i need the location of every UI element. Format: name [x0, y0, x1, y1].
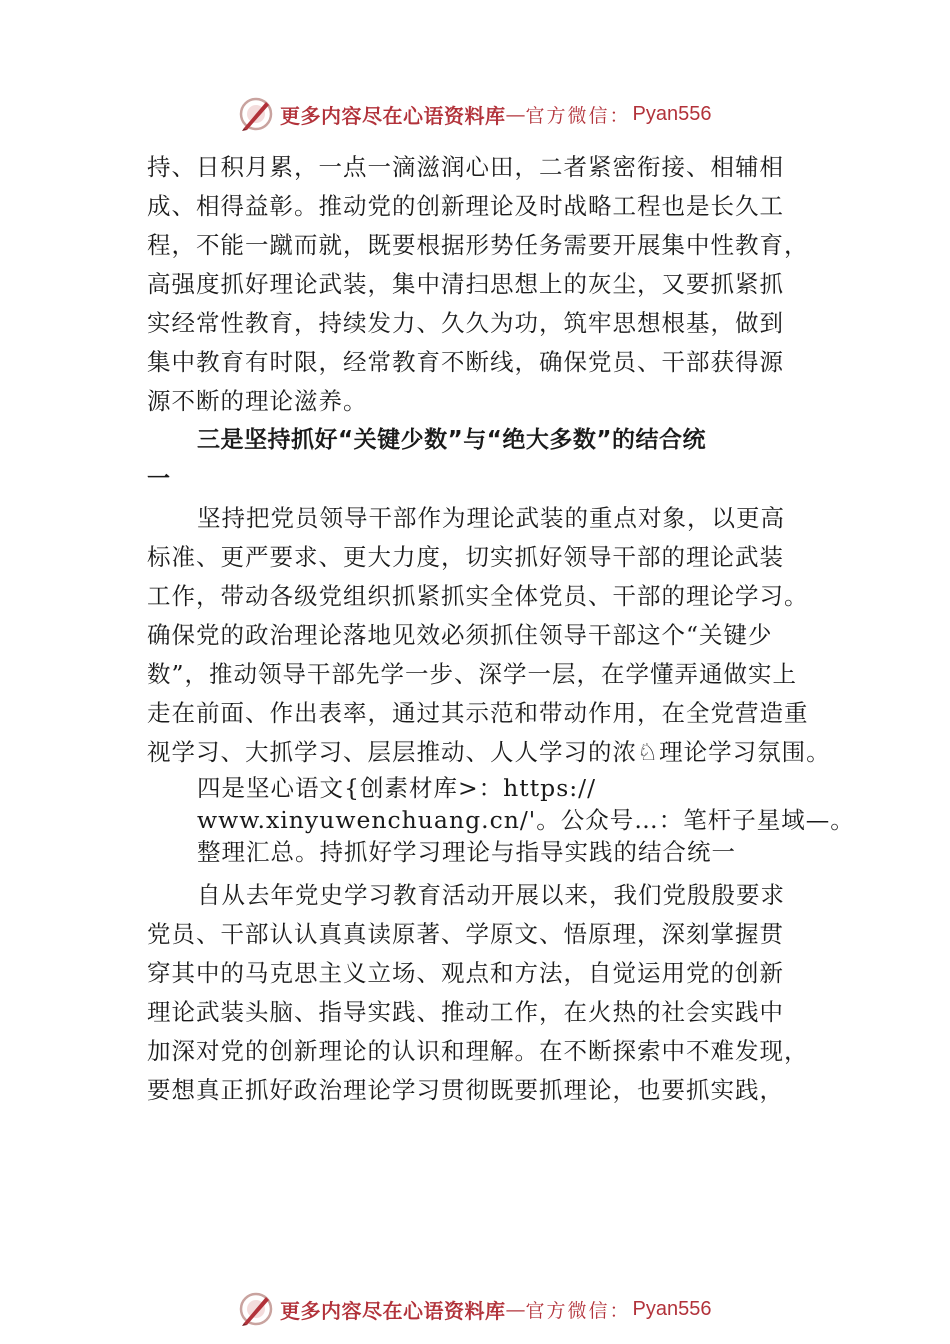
banner-wechat-id: Pyan556 — [632, 102, 712, 125]
banner-colon: ： — [609, 1299, 629, 1322]
document-body — [147, 148, 855, 1110]
banner-wechat-label: 官方微信 — [525, 104, 610, 127]
text-line: 集中教育有时限，经常教育不断线，确保党员、干部获得源 — [147, 348, 784, 376]
section-heading: 三是坚持抓好“关键少数”与“绝大多数”的结合统 — [197, 427, 706, 453]
banner-separator: — — [505, 1297, 526, 1321]
pen-logo-icon — [236, 94, 276, 134]
banner-wechat-id: Pyan556 — [632, 1297, 712, 1320]
text-line: 源不断的理论滋养。 — [147, 387, 368, 415]
watermark-line: 整理汇总。持抓好学习理论与指导实践的结合统一 — [197, 838, 736, 866]
text-line: 要想真正抓好政治理论学习贯彻既要抓理论，也要抓实践， — [147, 1076, 784, 1104]
text-line: 穿其中的马克思主义立场、观点和方法，自觉运用党的创新 — [147, 959, 784, 987]
text-line: 程，不能一蹴而就，既要根据形势任务需要开展集中性教育， — [147, 231, 809, 259]
watermark-line: 四是坚心语文{创素材库>：https:// — [197, 774, 597, 802]
banner-colon: ： — [609, 104, 629, 127]
text-line: 实经常性教育，持续发力、久久为功，筑牢思想根基，做到 — [147, 309, 784, 337]
text-line: 工作，带动各级党组织抓紧抓实全体党员、干部的理论学习。 — [147, 582, 809, 610]
text-line: 高强度抓好理论武装，集中清扫思想上的灰尘，又要抓紧抓 — [147, 270, 784, 298]
text-line: 自从去年党史学习教育活动开展以来，我们党殷殷要求 — [197, 881, 785, 909]
text-line: 视学习、大抓学习、层层推动、人人学习的浓♘理论学习氛围。 — [147, 738, 831, 766]
pen-logo-icon — [236, 1289, 276, 1329]
text-line: 持、日积月累，一点一滴滋润心田，二者紧密衔接、相辅相 — [147, 153, 784, 181]
banner-brand: 更多内容尽在心语资料库 — [280, 103, 506, 128]
text-line: 确保党的政治理论落地见效必须抓住领导干部这个“关键少 — [147, 621, 773, 649]
text-line: 加深对党的创新理论的认识和理解。在不断探索中不难发现， — [147, 1037, 809, 1065]
text-line: 坚持把党员领导干部作为理论武装的重点对象，以更高 — [197, 504, 785, 532]
header-banner — [236, 92, 712, 136]
banner-wechat-label: 官方微信 — [525, 1299, 610, 1322]
text-line: 标准、更严要求、更大力度，切实抓好领导干部的理论武装 — [147, 543, 784, 571]
text-line: 党员、干部认认真真读原著、学原文、悟原理，深刻掌握贯 — [147, 920, 784, 948]
text-line: 成、相得益彰。推动党的创新理论及时战略工程也是长久工 — [147, 192, 784, 220]
text-line: 走在前面、作出表率，通过其示范和带动作用，在全党营造重 — [147, 699, 809, 727]
section-heading-cont: 一 — [147, 466, 171, 492]
banner-brand: 更多内容尽在心语资料库 — [280, 1298, 506, 1323]
text-line: 理论武装头脑、指导实践、推动工作，在火热的社会实践中 — [147, 998, 784, 1026]
text-line: 数”，推动领导干部先学一步、深学一层，在学懂弄通做实上 — [147, 660, 798, 688]
footer-banner — [236, 1287, 712, 1331]
watermark-line: www.xinyuwenchuang.cn/'。公众号…：笔杆子星域—。 — [197, 806, 855, 834]
banner-separator: — — [505, 102, 526, 126]
